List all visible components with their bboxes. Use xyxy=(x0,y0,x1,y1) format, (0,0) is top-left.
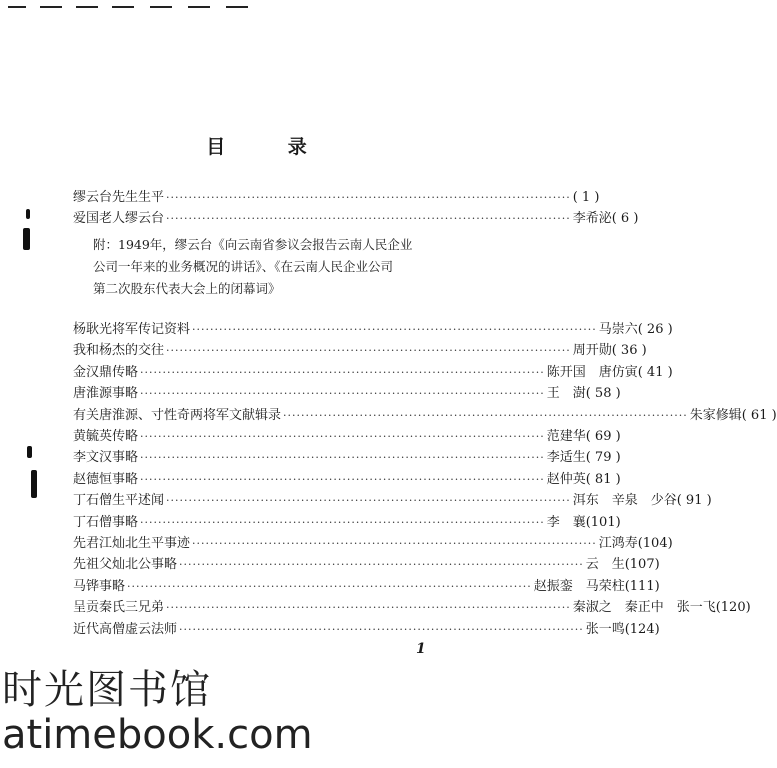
toc-entry-title: 近代高僧虚云法师 xyxy=(73,621,178,637)
toc-entry xyxy=(73,532,673,551)
toc-entry-author-page: 赵振銮 马荣柱(111) xyxy=(533,578,660,594)
toc-entry xyxy=(73,575,660,594)
appendix-line: 公司一年来的业务概况的讲话》、《在云南人民企业公司 xyxy=(93,259,394,274)
toc-leader-dots: ·························································································· xyxy=(179,558,584,572)
toc-entry-title: 赵德恒事略 xyxy=(73,471,139,487)
scan-mark xyxy=(26,209,30,219)
toc-entry xyxy=(73,339,647,359)
toc-leader-dots: ·························································································· xyxy=(192,537,597,550)
toc-leader-dots: ·························································································· xyxy=(179,622,584,636)
toc-entry xyxy=(73,318,673,337)
toc-leader-dots: ·························································································· xyxy=(166,212,571,225)
toc-entry-author-page: 李适生( 79 ) xyxy=(546,450,621,466)
scan-top-marks xyxy=(0,0,513,14)
toc-leader-dots: ·························································································· xyxy=(166,191,571,204)
toc-entry-author-page: 王 澍( 58 ) xyxy=(546,386,621,402)
toc-entry xyxy=(73,207,639,226)
toc-entry-title: 杨耿光将军传记资料 xyxy=(73,322,191,337)
toc-entry-title: 唐淮源事略 xyxy=(73,386,139,402)
toc-entry-author-page: 秦淑之 秦正中 张一飞(120) xyxy=(572,600,751,616)
appendix-line: 附：1949年，缪云台《向云南省参议会报告云南人民企业 xyxy=(93,237,413,252)
scan-mark xyxy=(27,446,32,458)
toc-entry xyxy=(73,425,621,444)
toc-entry-title: 李文汉事略 xyxy=(73,450,139,466)
toc-entry-author-page: 周开勋( 36 ) xyxy=(572,343,647,359)
toc-entry xyxy=(73,446,621,466)
toc-entry-title: 我和杨杰的交往 xyxy=(73,343,165,359)
toc-entry-title: 先祖父灿北公事略 xyxy=(73,557,178,573)
toc-entry-title: 黄毓英传略 xyxy=(73,429,139,444)
toc-entry-author-page: 云 生(107) xyxy=(585,557,660,573)
watermark-title: 时光图书馆 xyxy=(2,667,212,713)
toc-entry xyxy=(73,361,673,380)
toc-entry-title: 先君江灿北生平事迹 xyxy=(73,536,191,551)
toc-leader-dots: ·························································································· xyxy=(140,430,545,443)
toc-entry-author-page: ( 1 ) xyxy=(572,190,600,205)
toc-leader-dots: ·························································································· xyxy=(127,579,532,593)
toc-entry-title: 缪云台先生生平 xyxy=(73,190,165,205)
toc-leader-dots: ·························································································· xyxy=(166,601,571,615)
toc-leader-dots: ·························································································· xyxy=(283,408,688,422)
scan-mark xyxy=(31,470,37,498)
toc-leader-dots: ·························································································· xyxy=(140,472,545,486)
toc-entry-author-page: 江鸿寿(104) xyxy=(598,536,673,551)
toc-entry xyxy=(73,511,621,530)
toc-entry-title: 丁石僧事略 xyxy=(73,514,139,530)
toc-leader-dots: ·························································································· xyxy=(140,387,545,401)
page-title: 目 录 xyxy=(206,136,335,158)
toc-entry xyxy=(73,468,621,487)
toc-entry-title: 金汉鼎传略 xyxy=(73,364,139,380)
toc-entry-author-page: 李 襄(101) xyxy=(546,514,621,530)
toc-entry xyxy=(73,404,777,423)
toc-entry-title: 马铧事略 xyxy=(73,578,126,594)
toc-entry-author-page: 范建华( 69 ) xyxy=(546,429,621,444)
toc-entry-title: 有关唐淮源、寸性奇两将军文献辑录 xyxy=(73,407,282,423)
appendix-line: 第二次股东代表大会上的闭幕词》 xyxy=(93,281,281,296)
toc-leader-dots: ·························································································· xyxy=(140,515,545,529)
toc-entry-author-page: 张一鸣(124) xyxy=(585,621,660,637)
toc-leader-dots: ·························································································· xyxy=(166,344,571,358)
toc-entry xyxy=(73,489,712,509)
toc-entry xyxy=(73,553,660,573)
toc-entry-author-page: 洱东 辛泉 少谷( 91 ) xyxy=(572,493,712,509)
toc-entry xyxy=(73,596,751,616)
toc-entry xyxy=(73,382,621,402)
toc-entry-author-page: 陈开国 唐仿寅( 41 ) xyxy=(546,364,673,380)
toc-entry xyxy=(73,186,600,205)
toc-leader-dots: ·························································································· xyxy=(192,323,597,336)
toc-entry-author-page: 朱家修辑( 61 ) xyxy=(689,407,777,423)
scan-mark xyxy=(23,228,30,250)
toc-entry-title: 呈贡秦氏三兄弟 xyxy=(73,600,165,616)
toc-entry xyxy=(73,618,660,637)
toc-leader-dots: ·························································································· xyxy=(166,494,571,508)
toc-entry-title: 丁石僧生平述闻 xyxy=(73,493,165,509)
watermark-url: atimebook.com xyxy=(2,712,313,758)
toc-entry-author-page: 李希泌( 6 ) xyxy=(572,211,639,226)
toc-leader-dots: ·························································································· xyxy=(140,365,545,379)
toc-entry-author-page: 马崇六( 26 ) xyxy=(598,322,673,337)
toc-entry-title: 爱国老人缪云台 xyxy=(73,211,165,226)
toc-entry-author-page: 赵仲英( 81 ) xyxy=(546,471,621,487)
page-number: 1 xyxy=(416,641,426,657)
toc-leader-dots: ·························································································· xyxy=(140,451,545,465)
